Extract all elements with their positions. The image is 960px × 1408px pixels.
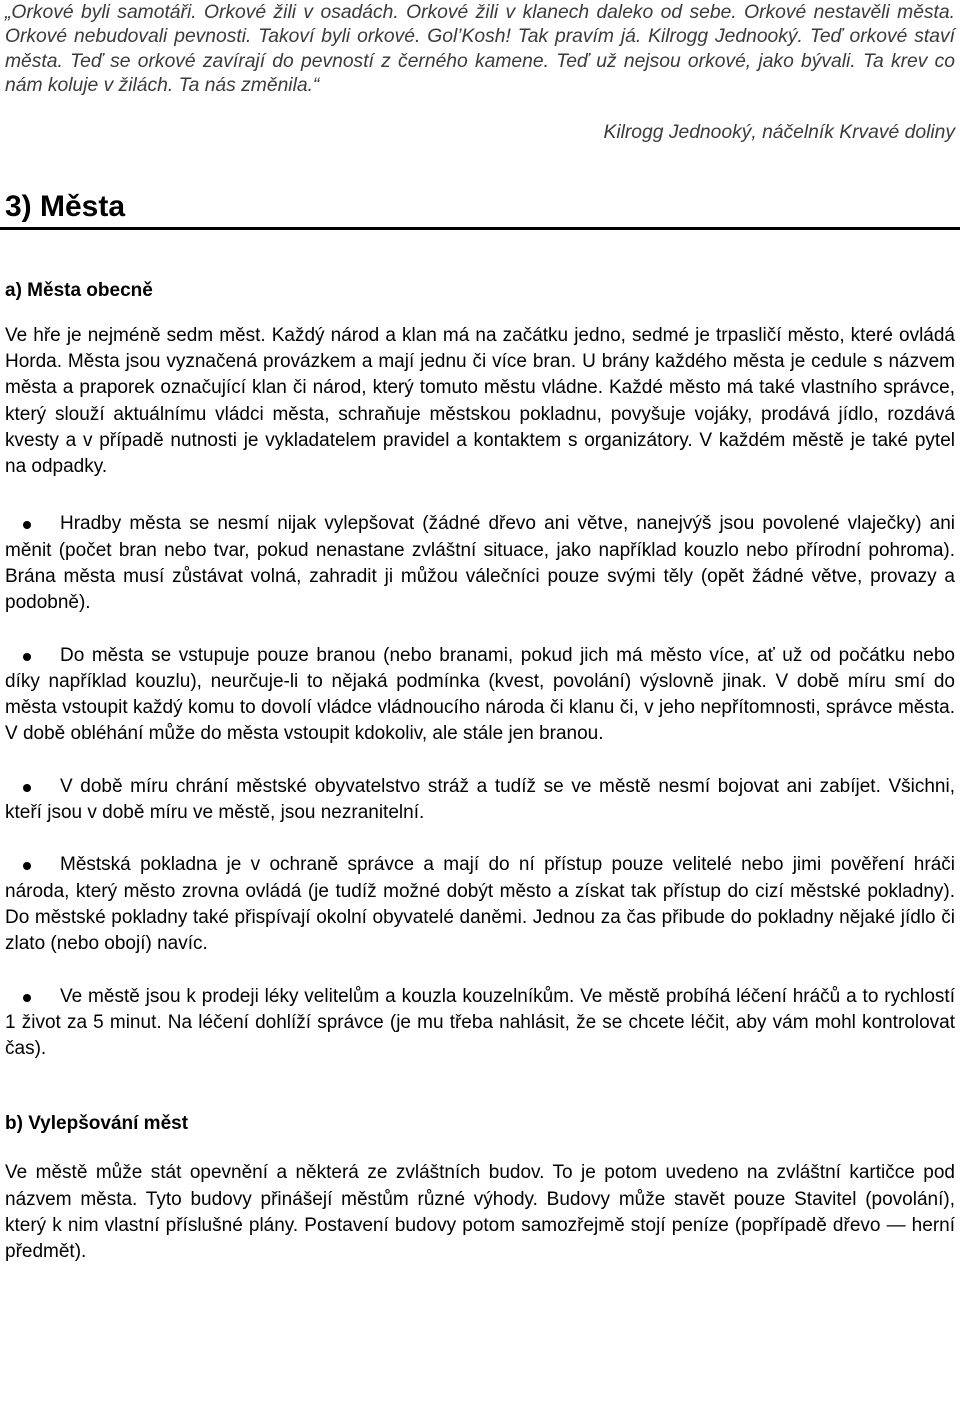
bullet-icon xyxy=(23,862,31,870)
list-item-text: Hradby města se nesmí nijak vylepšovat (žádné dřevo ani větve, nanejvýš jsou povolené vlaječky) ani měnit (počet bran nebo tvar, pokud nenastane zvláštní situace, jako například kouzlo nebo přírodní pohroma). Brána města musí zůstávat volná, zahradit ji můžou válečníci pouze svými těly (opět žádné větve, provazy a podobně). xyxy=(5,513,955,614)
list-item-text: V době míru chrání městské obyvatelstvo stráž a tudíž se ve městě nesmí bojovat ani zabíjet. Všichni, kteří jsou v době míru ve městě, jsou nezranitelní. xyxy=(5,775,955,824)
list-item-text: Ve městě jsou k prodeji léky velitelům a kouzla kouzelníkům. Ve městě probíhá léčení hráčů a to rychlostí 1 život za 5 minut. Na léčení dohlíží správce (je mu třeba nahlásit, že se chcete léčit, aby vám mohl kontrolovat čas). xyxy=(5,985,955,1060)
list-item xyxy=(5,511,955,616)
list-item xyxy=(5,774,955,827)
list-item-text: Do města se vstupuje pouze branou (nebo branami, pokud jich má město více, ať už od počátku nebo díky například kouzlu), neurčuje-li to nějaká podmínka (kvest, povolání) výslovně jinak. V době míru smí do města vstoupit každý komu to dovolí vládce vládnoucího národa či klanu či, v jeho nepřítomnosti, správce města. V době obléhání může do města vstoupit kdokoliv, ale stále jen branou. xyxy=(5,644,955,745)
bullet-icon xyxy=(23,653,31,661)
bullet-icon xyxy=(23,994,31,1002)
list-item xyxy=(5,984,955,1063)
bullet-icon xyxy=(23,784,31,792)
bullet-icon xyxy=(23,521,31,529)
epigraph-author: Kilrogg Jednooký, náčelník Krvavé doliny xyxy=(603,121,955,143)
section-heading-block xyxy=(5,189,955,229)
subsection-a-title: a) Města obecně xyxy=(5,279,153,301)
epigraph-quote: „Orkové byli samotáři. Orkové žili v osadách. Orkové žili v klanech daleko od sebe. Orkové nestavěli města. Orkové nebudovali pevnosti. Takoví byli orkové. Gol’Kosh! Tak pravím já. Kilrogg Jednooký. Teď orkové staví města. Teď se orkové zavírají do pevností z černého kamene. Teď už nejsou orkové, jako bývali. Ta krev co nám koluje v žilách. Ta nás změnila.“ xyxy=(5,2,955,97)
section-title: 3) Města xyxy=(5,189,126,223)
list-item xyxy=(5,643,955,748)
subsection-a-intro: Ve hře je nejméně sedm měst. Každý národ a klan má na začátku jedno, sedmé je trpasličí město, které ovládá Horda. Města jsou vyznačená provázkem a mají jednu či více bran. U brány každého města je cedule s názvem města a praporek označující klan či národ, který tomuto městu vládne. Každé město má také vlastního správce, který slouží aktuálnímu vládci města, schraňuje městskou pokladnu, povyšuje vojáky, prodává jídlo, rozdává kvesty a v případě nutnosti je vykladatelem pravidel a kontaktem s organizátory. V každém městě je také pytel na odpadky. xyxy=(5,324,955,478)
list-item xyxy=(5,852,955,957)
list-item-text: Městská pokladna je v ochraně správce a mají do ní přístup pouze velitelé nebo jimi pověření hráči národa, který město zrovna ovládá (je tudíž možné dobýt město a získat tak přístup do cizí městské pokladny). Do městské pokladny také přispívají okolní obyvatelé daněmi. Jednou za čas přibude do pokladny nějaké jídlo či zlato (nebo obojí) navíc. xyxy=(5,854,955,955)
subsection-b-title: b) Vylepšování měst xyxy=(5,1113,189,1135)
section-divider xyxy=(0,227,960,230)
subsection-b-text: Ve městě může stát opevnění a některá ze zvláštních budov. To je potom uvedeno na zvláštní kartičce pod názvem města. Tyto budovy přinášejí městům různé výhody. Budovy může stavět pouze Stavitel (povolání), který k nim vlastní příslušné plány. Postavení budovy potom samozřejmě stojí peníze (popřípadě dřevo — herní předmět). xyxy=(5,1162,955,1263)
document-page xyxy=(5,0,955,1266)
